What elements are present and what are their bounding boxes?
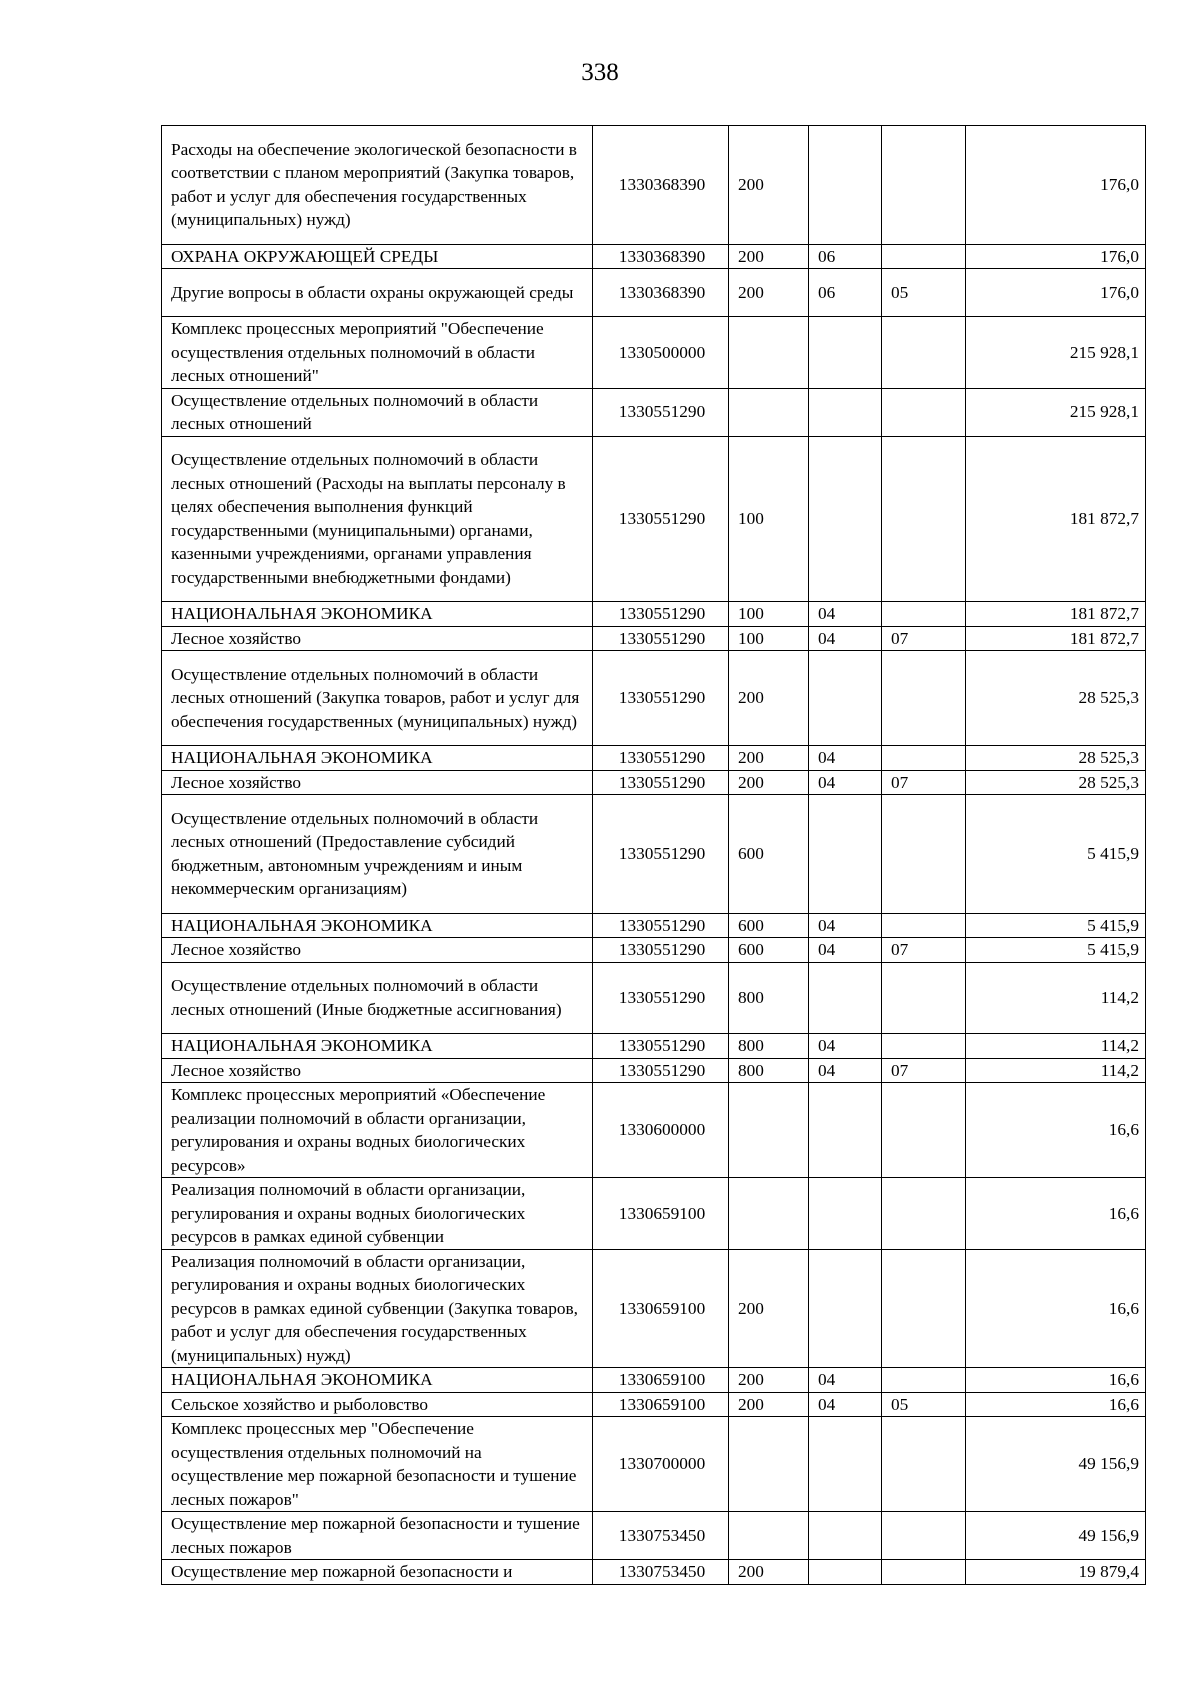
table-row xyxy=(162,1368,1146,1393)
row-code-cell: 1330700000 xyxy=(593,1417,729,1512)
row-sum-cell: 49 156,9 xyxy=(966,1417,1146,1512)
row-expense-type-cell: 200 xyxy=(729,126,809,245)
row-subsection-cell: 07 xyxy=(882,626,966,651)
row-name-cell: Реализация полномочий в области организации, регулирования и охраны водных биологических ресурсов в рамках единой субвенции xyxy=(162,1178,593,1250)
row-subsection-cell xyxy=(882,913,966,938)
row-code-cell: 1330551290 xyxy=(593,651,729,746)
row-section-cell: 04 xyxy=(809,913,882,938)
row-sum-cell: 215 928,1 xyxy=(966,388,1146,436)
row-expense-type-cell xyxy=(729,1512,809,1560)
row-expense-type-cell xyxy=(729,1417,809,1512)
row-name-cell: Осуществление отдельных полномочий в области лесных отношений xyxy=(162,388,593,436)
table-row xyxy=(162,269,1146,317)
row-code-cell: 1330551290 xyxy=(593,913,729,938)
table-row xyxy=(162,1083,1146,1178)
row-section-cell: 04 xyxy=(809,1058,882,1083)
row-name-cell: Реализация полномочий в области организации, регулирования и охраны водных биологических ресурсов в рамках единой субвенции (Закупка товаров, работ и услуг для обеспечения государственных (муниципальных) нужд) xyxy=(162,1249,593,1368)
row-section-cell xyxy=(809,317,882,389)
row-subsection-cell xyxy=(882,1512,966,1560)
row-code-cell: 1330659100 xyxy=(593,1368,729,1393)
row-expense-type-cell: 200 xyxy=(729,770,809,795)
row-sum-cell: 28 525,3 xyxy=(966,746,1146,771)
row-name-cell: Осуществление мер пожарной безопасности и тушение лесных пожаров xyxy=(162,1512,593,1560)
row-subsection-cell xyxy=(882,962,966,1034)
row-code-cell: 1330551290 xyxy=(593,746,729,771)
row-section-cell xyxy=(809,436,882,602)
row-sum-cell: 181 872,7 xyxy=(966,626,1146,651)
row-subsection-cell xyxy=(882,126,966,245)
row-expense-type-cell: 200 xyxy=(729,244,809,269)
row-subsection-cell: 07 xyxy=(882,938,966,963)
row-subsection-cell: 05 xyxy=(882,1392,966,1417)
row-expense-type-cell: 800 xyxy=(729,1058,809,1083)
table-body xyxy=(162,126,1146,1585)
row-sum-cell: 16,6 xyxy=(966,1249,1146,1368)
row-sum-cell: 176,0 xyxy=(966,269,1146,317)
row-sum-cell: 19 879,4 xyxy=(966,1560,1146,1585)
row-sum-cell: 5 415,9 xyxy=(966,913,1146,938)
row-code-cell: 1330600000 xyxy=(593,1083,729,1178)
table-row xyxy=(162,1417,1146,1512)
row-expense-type-cell: 200 xyxy=(729,1249,809,1368)
row-subsection-cell: 05 xyxy=(882,269,966,317)
row-expense-type-cell: 800 xyxy=(729,1034,809,1059)
row-expense-type-cell: 200 xyxy=(729,1368,809,1393)
row-name-cell: НАЦИОНАЛЬНАЯ ЭКОНОМИКА xyxy=(162,602,593,627)
row-name-cell: Лесное хозяйство xyxy=(162,626,593,651)
table-row xyxy=(162,962,1146,1034)
row-section-cell xyxy=(809,1560,882,1585)
table-row xyxy=(162,1392,1146,1417)
row-subsection-cell xyxy=(882,1417,966,1512)
table-row xyxy=(162,938,1146,963)
row-code-cell: 1330368390 xyxy=(593,244,729,269)
row-name-cell: ОХРАНА ОКРУЖАЮЩЕЙ СРЕДЫ xyxy=(162,244,593,269)
row-section-cell xyxy=(809,651,882,746)
row-section-cell xyxy=(809,1083,882,1178)
row-code-cell: 1330551290 xyxy=(593,436,729,602)
table-row xyxy=(162,913,1146,938)
row-sum-cell: 16,6 xyxy=(966,1178,1146,1250)
row-code-cell: 1330551290 xyxy=(593,1034,729,1059)
row-sum-cell: 114,2 xyxy=(966,962,1146,1034)
row-code-cell: 1330659100 xyxy=(593,1249,729,1368)
row-subsection-cell xyxy=(882,317,966,389)
row-code-cell: 1330551290 xyxy=(593,388,729,436)
row-code-cell: 1330753450 xyxy=(593,1560,729,1585)
row-name-cell: Осуществление мер пожарной безопасности и xyxy=(162,1560,593,1585)
row-name-cell: Расходы на обеспечение экологической безопасности в соответствии с планом мероприятий (Закупка товаров, работ и услуг для обеспечения государственных (муниципальных) нужд) xyxy=(162,126,593,245)
row-section-cell: 04 xyxy=(809,602,882,627)
row-sum-cell: 16,6 xyxy=(966,1368,1146,1393)
table-row xyxy=(162,602,1146,627)
row-section-cell xyxy=(809,1512,882,1560)
row-section-cell xyxy=(809,1417,882,1512)
table-row xyxy=(162,1178,1146,1250)
table-row xyxy=(162,1058,1146,1083)
row-name-cell: Комплекс процессных мероприятий "Обеспечение осуществления отдельных полномочий в области лесных отношений" xyxy=(162,317,593,389)
row-name-cell: Комплекс процессных мероприятий «Обеспечение реализации полномочий в области организации, регулирования и охраны водных биологических ресурсов» xyxy=(162,1083,593,1178)
row-expense-type-cell: 600 xyxy=(729,795,809,914)
budget-table xyxy=(161,125,1146,1585)
row-code-cell: 1330753450 xyxy=(593,1512,729,1560)
table-row xyxy=(162,1249,1146,1368)
row-expense-type-cell xyxy=(729,388,809,436)
row-section-cell xyxy=(809,1178,882,1250)
row-code-cell: 1330551290 xyxy=(593,770,729,795)
row-code-cell: 1330551290 xyxy=(593,602,729,627)
row-name-cell: Лесное хозяйство xyxy=(162,1058,593,1083)
row-name-cell: Другие вопросы в области охраны окружающей среды xyxy=(162,269,593,317)
row-subsection-cell xyxy=(882,244,966,269)
row-expense-type-cell: 200 xyxy=(729,1392,809,1417)
row-expense-type-cell: 200 xyxy=(729,269,809,317)
row-code-cell: 1330551290 xyxy=(593,626,729,651)
row-code-cell: 1330551290 xyxy=(593,795,729,914)
table-row xyxy=(162,651,1146,746)
row-expense-type-cell: 200 xyxy=(729,1560,809,1585)
row-expense-type-cell xyxy=(729,1083,809,1178)
row-name-cell: НАЦИОНАЛЬНАЯ ЭКОНОМИКА xyxy=(162,746,593,771)
row-subsection-cell xyxy=(882,602,966,627)
row-code-cell: 1330659100 xyxy=(593,1392,729,1417)
row-subsection-cell xyxy=(882,388,966,436)
row-subsection-cell xyxy=(882,1560,966,1585)
row-code-cell: 1330551290 xyxy=(593,938,729,963)
row-name-cell: Сельское хозяйство и рыболовство xyxy=(162,1392,593,1417)
table-row xyxy=(162,126,1146,245)
row-sum-cell: 5 415,9 xyxy=(966,938,1146,963)
table-row xyxy=(162,1034,1146,1059)
row-sum-cell: 16,6 xyxy=(966,1392,1146,1417)
row-section-cell: 04 xyxy=(809,746,882,771)
row-subsection-cell xyxy=(882,1178,966,1250)
table-row xyxy=(162,388,1146,436)
row-name-cell: Осуществление отдельных полномочий в области лесных отношений (Иные бюджетные ассигнования) xyxy=(162,962,593,1034)
row-expense-type-cell: 600 xyxy=(729,938,809,963)
row-sum-cell: 114,2 xyxy=(966,1034,1146,1059)
table-row xyxy=(162,795,1146,914)
row-expense-type-cell: 600 xyxy=(729,913,809,938)
row-subsection-cell xyxy=(882,1368,966,1393)
table-row xyxy=(162,436,1146,602)
row-subsection-cell: 07 xyxy=(882,770,966,795)
row-section-cell xyxy=(809,388,882,436)
table-row xyxy=(162,317,1146,389)
row-sum-cell: 215 928,1 xyxy=(966,317,1146,389)
row-name-cell: НАЦИОНАЛЬНАЯ ЭКОНОМИКА xyxy=(162,1034,593,1059)
row-section-cell xyxy=(809,962,882,1034)
row-sum-cell: 114,2 xyxy=(966,1058,1146,1083)
row-expense-type-cell: 200 xyxy=(729,651,809,746)
row-subsection-cell xyxy=(882,1083,966,1178)
row-expense-type-cell: 800 xyxy=(729,962,809,1034)
row-name-cell: Осуществление отдельных полномочий в области лесных отношений (Предоставление субсидий бюджетным, автономным учреждениям и иным некоммерческим организациям) xyxy=(162,795,593,914)
row-expense-type-cell: 100 xyxy=(729,602,809,627)
row-subsection-cell xyxy=(882,795,966,914)
row-section-cell: 06 xyxy=(809,269,882,317)
row-sum-cell: 176,0 xyxy=(966,126,1146,245)
row-code-cell: 1330551290 xyxy=(593,1058,729,1083)
row-code-cell: 1330500000 xyxy=(593,317,729,389)
row-section-cell xyxy=(809,795,882,914)
row-expense-type-cell: 100 xyxy=(729,436,809,602)
row-code-cell: 1330368390 xyxy=(593,126,729,245)
row-expense-type-cell xyxy=(729,1178,809,1250)
row-section-cell: 06 xyxy=(809,244,882,269)
row-code-cell: 1330659100 xyxy=(593,1178,729,1250)
row-code-cell: 1330368390 xyxy=(593,269,729,317)
table-row xyxy=(162,1512,1146,1560)
row-name-cell: Осуществление отдельных полномочий в области лесных отношений (Закупка товаров, работ и услуг для обеспечения государственных (муниципальных) нужд) xyxy=(162,651,593,746)
row-sum-cell: 176,0 xyxy=(966,244,1146,269)
row-subsection-cell xyxy=(882,436,966,602)
row-sum-cell: 181 872,7 xyxy=(966,436,1146,602)
row-code-cell: 1330551290 xyxy=(593,962,729,1034)
row-subsection-cell xyxy=(882,746,966,771)
row-section-cell: 04 xyxy=(809,1034,882,1059)
row-section-cell xyxy=(809,126,882,245)
row-section-cell: 04 xyxy=(809,770,882,795)
row-expense-type-cell: 100 xyxy=(729,626,809,651)
table-row xyxy=(162,244,1146,269)
row-subsection-cell xyxy=(882,1249,966,1368)
row-name-cell: Лесное хозяйство xyxy=(162,938,593,963)
row-subsection-cell xyxy=(882,1034,966,1059)
row-section-cell: 04 xyxy=(809,626,882,651)
row-sum-cell: 16,6 xyxy=(966,1083,1146,1178)
row-sum-cell: 181 872,7 xyxy=(966,602,1146,627)
table-row xyxy=(162,770,1146,795)
row-sum-cell: 5 415,9 xyxy=(966,795,1146,914)
row-subsection-cell xyxy=(882,651,966,746)
row-subsection-cell: 07 xyxy=(882,1058,966,1083)
row-section-cell xyxy=(809,1249,882,1368)
row-expense-type-cell xyxy=(729,317,809,389)
row-section-cell: 04 xyxy=(809,1392,882,1417)
row-sum-cell: 49 156,9 xyxy=(966,1512,1146,1560)
table-row xyxy=(162,1560,1146,1585)
row-name-cell: НАЦИОНАЛЬНАЯ ЭКОНОМИКА xyxy=(162,913,593,938)
row-name-cell: Комплекс процессных мер "Обеспечение осуществления отдельных полномочий на осуществление мер пожарной безопасности и тушение лесных пожаров" xyxy=(162,1417,593,1512)
row-expense-type-cell: 200 xyxy=(729,746,809,771)
row-name-cell: Осуществление отдельных полномочий в области лесных отношений (Расходы на выплаты персоналу в целях обеспечения выполнения функций государственными (муниципальными) органами, казенными учреждениями, органами управления государственными внебюджетными фондами) xyxy=(162,436,593,602)
table-row xyxy=(162,746,1146,771)
page-number: 338 xyxy=(581,59,619,86)
row-sum-cell: 28 525,3 xyxy=(966,770,1146,795)
row-sum-cell: 28 525,3 xyxy=(966,651,1146,746)
row-section-cell: 04 xyxy=(809,1368,882,1393)
row-section-cell: 04 xyxy=(809,938,882,963)
row-name-cell: Лесное хозяйство xyxy=(162,770,593,795)
table-row xyxy=(162,626,1146,651)
row-name-cell: НАЦИОНАЛЬНАЯ ЭКОНОМИКА xyxy=(162,1368,593,1393)
